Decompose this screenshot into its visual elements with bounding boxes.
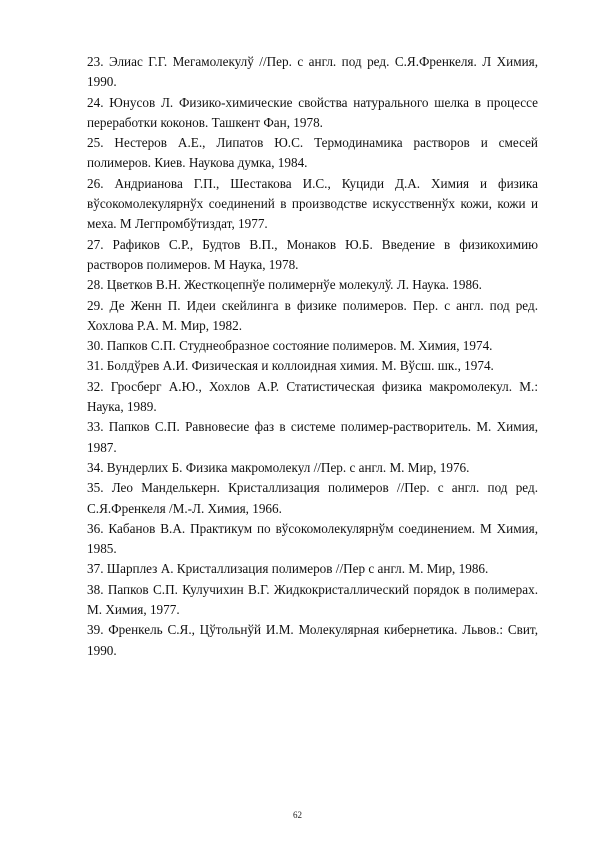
reference-list (87, 52, 538, 661)
reference-item: 32. Гросберг А.Ю., Хохлов А.Р. Статистическая физика макромолекул. М.: Наука, 1989. (87, 378, 538, 415)
reference-item: 30. Папков С.П. Студнеобразное состояние полимеров. М. Химия, 1974. (87, 338, 493, 354)
reference-item: 25. Нестеров А.Е., Липатов Ю.С. Термодинамика растворов и смесей полимеров. Киев. Наукова думка, 1984. (87, 135, 538, 171)
reference-item: 31. Болдўрев А.И. Физическая и коллоидная химия. М. Вўсш. шк., 1974. (87, 358, 494, 374)
reference-item: 39. Френкель С.Я., Цўтольнўй И.М. Молекулярная кибернетика. Львов.: Свит, 1990. (87, 622, 538, 658)
page-number: 62 (293, 810, 302, 820)
reference-item: 35. Лео Манделькерн. Кристаллизация полимеров //Пер. с англ. под ред. С.Я.Френкеля /М.-Л. Химия, 1966. (87, 480, 538, 516)
reference-item: 33. Папков С.П. Равновесие фаз в системе полимер-растворитель. М. Химия, 1987. (87, 419, 538, 455)
reference-item: 24. Юнусов Л. Физико-химические свойства натурального шелка в процессе переработки коконов. Ташкент Фан, 1978. (87, 94, 538, 130)
reference-item: 34. Вундерлих Б. Физика макромолекул //Пер. с англ. М. Мир, 1976. (87, 459, 470, 475)
reference-item: 36. Кабанов В.А. Практикум по вўсокомолекулярнўм соединением. М Химия, 1985. (87, 520, 538, 557)
reference-item: 27. Рафиков С.Р., Будтов В.П., Монаков Ю.Б. Введение в физикохимию растворов полимеров. М Наука, 1978. (87, 236, 538, 272)
reference-item: 28. Цветков В.Н. Жесткоцепнўе полимернўе молекулў. Л. Наука. 1986. (87, 277, 482, 293)
reference-item: 23. Элиас Г.Г. Мегамолекулў //Пер. с англ. под ред. С.Я.Френкеля. Л Химия, 1990. (87, 54, 538, 90)
reference-item: 26. Андрианова Г.П., Шестакова И.С., Куциди Д.А. Химия и физика вўсокомолекулярнўх соединений в производстве искусственнўх кожи, кожи и меха. М Легпромбўтиздат, 1977. (87, 175, 538, 232)
reference-item: 38. Папков С.П. Кулучихин В.Г. Жидкокристаллический порядок в полимерах. М. Химия, 1977. (87, 581, 538, 618)
reference-item: 37. Шарплез А. Кристаллизация полимеров //Пер с англ. М. Мир, 1986. (87, 561, 489, 577)
reference-item: 29. Де Женн П. Идеи скейлинга в физике полимеров. Пер. с англ. под ред. Хохлова Р.А. М. Мир, 1982. (87, 297, 538, 333)
